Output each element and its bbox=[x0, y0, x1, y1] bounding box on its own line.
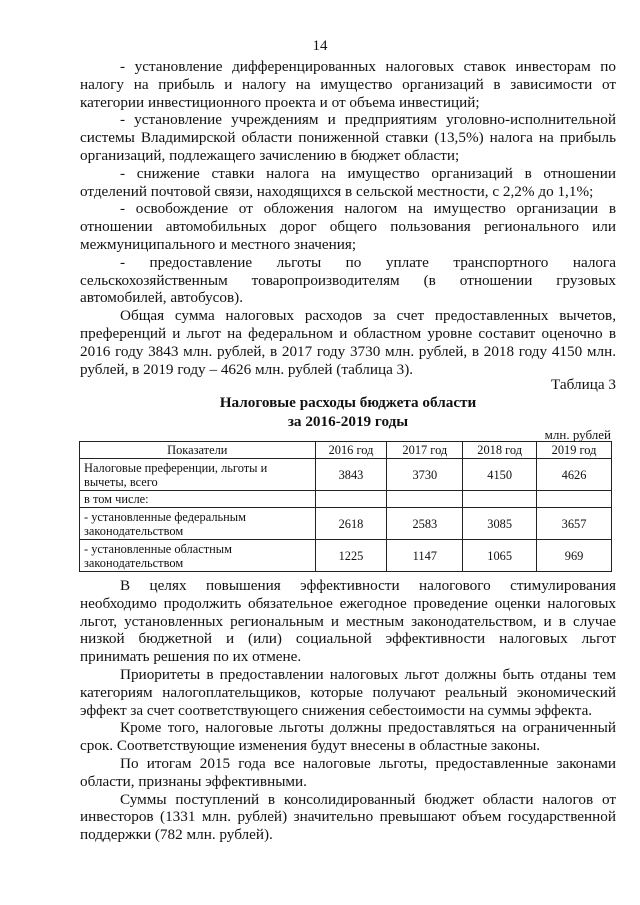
table-cell: 4150 bbox=[463, 459, 537, 491]
paragraph: Суммы поступлений в консолидированный бюджет области налогов от инвесторов (1331 млн. рублей) значительно превышают объем государственной поддержки (782 млн. рублей). bbox=[80, 790, 616, 844]
table-cell: 2618 bbox=[315, 508, 387, 540]
table-label: Таблица 3 bbox=[551, 376, 616, 393]
summary-paragraph: Общая сумма налоговых расходов за счет предоставленных вычетов, преференций и льгот на федеральном и областном уровне составит оценочно в 2016 году 3843 млн. рублей, в 2017 году 3730 млн. рублей, в 2018 году 4150 млн. рублей, в 2019 году – 4626 млн. рублей (таблица 3). bbox=[80, 307, 616, 378]
table-cell: 1065 bbox=[463, 540, 537, 572]
table-title bbox=[80, 393, 616, 431]
page-number: 14 bbox=[312, 38, 328, 54]
column-header: 2018 год bbox=[463, 442, 537, 459]
table-row bbox=[80, 540, 612, 572]
body-text-bottom bbox=[80, 577, 616, 844]
table-cell: 4626 bbox=[537, 459, 612, 491]
list-item: - освобождение от обложения налогом на имущество организации в отношении автомобильных дорог общего пользования регионального или межмуниципального и местного значения; bbox=[80, 200, 616, 253]
table-row bbox=[80, 508, 612, 540]
table-title-line: за 2016-2019 годы bbox=[287, 413, 409, 430]
table-cell: 3657 bbox=[537, 508, 612, 540]
table-cell: 2583 bbox=[387, 508, 463, 540]
row-label: в том числе: bbox=[80, 491, 316, 508]
table-cell bbox=[315, 491, 387, 508]
column-header: 2017 год bbox=[387, 442, 463, 459]
body-text-top bbox=[80, 58, 616, 378]
column-header: 2016 год bbox=[315, 442, 387, 459]
paragraph: Кроме того, налоговые льготы должны предоставляться на ограниченный срок. Соответствующие изменения будут внесены в областные законы. bbox=[80, 719, 616, 755]
column-header: Показатели bbox=[80, 442, 316, 459]
table-cell: 1225 bbox=[315, 540, 387, 572]
table-cell: 3843 bbox=[315, 459, 387, 491]
table-cell: 3085 bbox=[463, 508, 537, 540]
row-label: Налоговые преференции, льготы и вычеты, всего bbox=[80, 459, 316, 491]
paragraph: Приоритеты в предоставлении налоговых льгот должны быть отданы тем категориям налогоплательщиков, которые получают реальный экономический эффект за счет соответствующего снижения себестоимости на суммы эффекта. bbox=[80, 665, 616, 719]
table-row bbox=[80, 459, 612, 491]
paragraph: По итогам 2015 года все налоговые льготы, предоставленные законами области, признаны эффективными. bbox=[80, 754, 616, 790]
table-cell: 1147 bbox=[387, 540, 463, 572]
table-title-line: Налоговые расходы бюджета области bbox=[219, 394, 477, 411]
list-item: - снижение ставки налога на имущество организаций в отношении отделений почтовой связи, находящихся в сельской местности, с 2,2% до 1,1%; bbox=[80, 164, 616, 200]
table-cell: 3730 bbox=[387, 459, 463, 491]
table-cell bbox=[537, 491, 612, 508]
list-item: - установление учреждениям и предприятиям уголовно-исполнительной системы Владимирской области пониженной ставки (13,5%) налога на прибыль организаций, подлежащего зачислению в бюджет области; bbox=[80, 111, 616, 164]
row-label: - установленные областным законодательством bbox=[80, 540, 316, 572]
row-label: - установленные федеральным законодательством bbox=[80, 508, 316, 540]
tax-expenses-table bbox=[79, 441, 612, 572]
paragraph: В целях повышения эффективности налогового стимулирования необходимо продолжить обязательное ежегодное проведение оценки налоговых льгот, установленных региональным и местным законодательством, и в случае низкой бюджетной и (или) социальной эффективности налоговых льгот принимать решения по их отмене. bbox=[80, 577, 616, 666]
table-cell bbox=[387, 491, 463, 508]
table-header-row bbox=[80, 442, 612, 459]
list-item: - предоставление льготы по уплате транспортного налога сельскохозяйственным товаропроизводителям (в отношении грузовых автомобилей, автобусов). bbox=[80, 253, 616, 307]
table-units: млн. рублей bbox=[544, 427, 611, 442]
table-cell bbox=[463, 491, 537, 508]
table-cell: 969 bbox=[537, 540, 612, 572]
list-item: - установление дифференцированных налоговых ставок инвесторам по налогу на прибыль и налогу на имущество организаций в зависимости от категории инвестиционного проекта и от объема инвестиций; bbox=[80, 58, 616, 111]
table-row bbox=[80, 491, 612, 508]
column-header: 2019 год bbox=[537, 442, 612, 459]
